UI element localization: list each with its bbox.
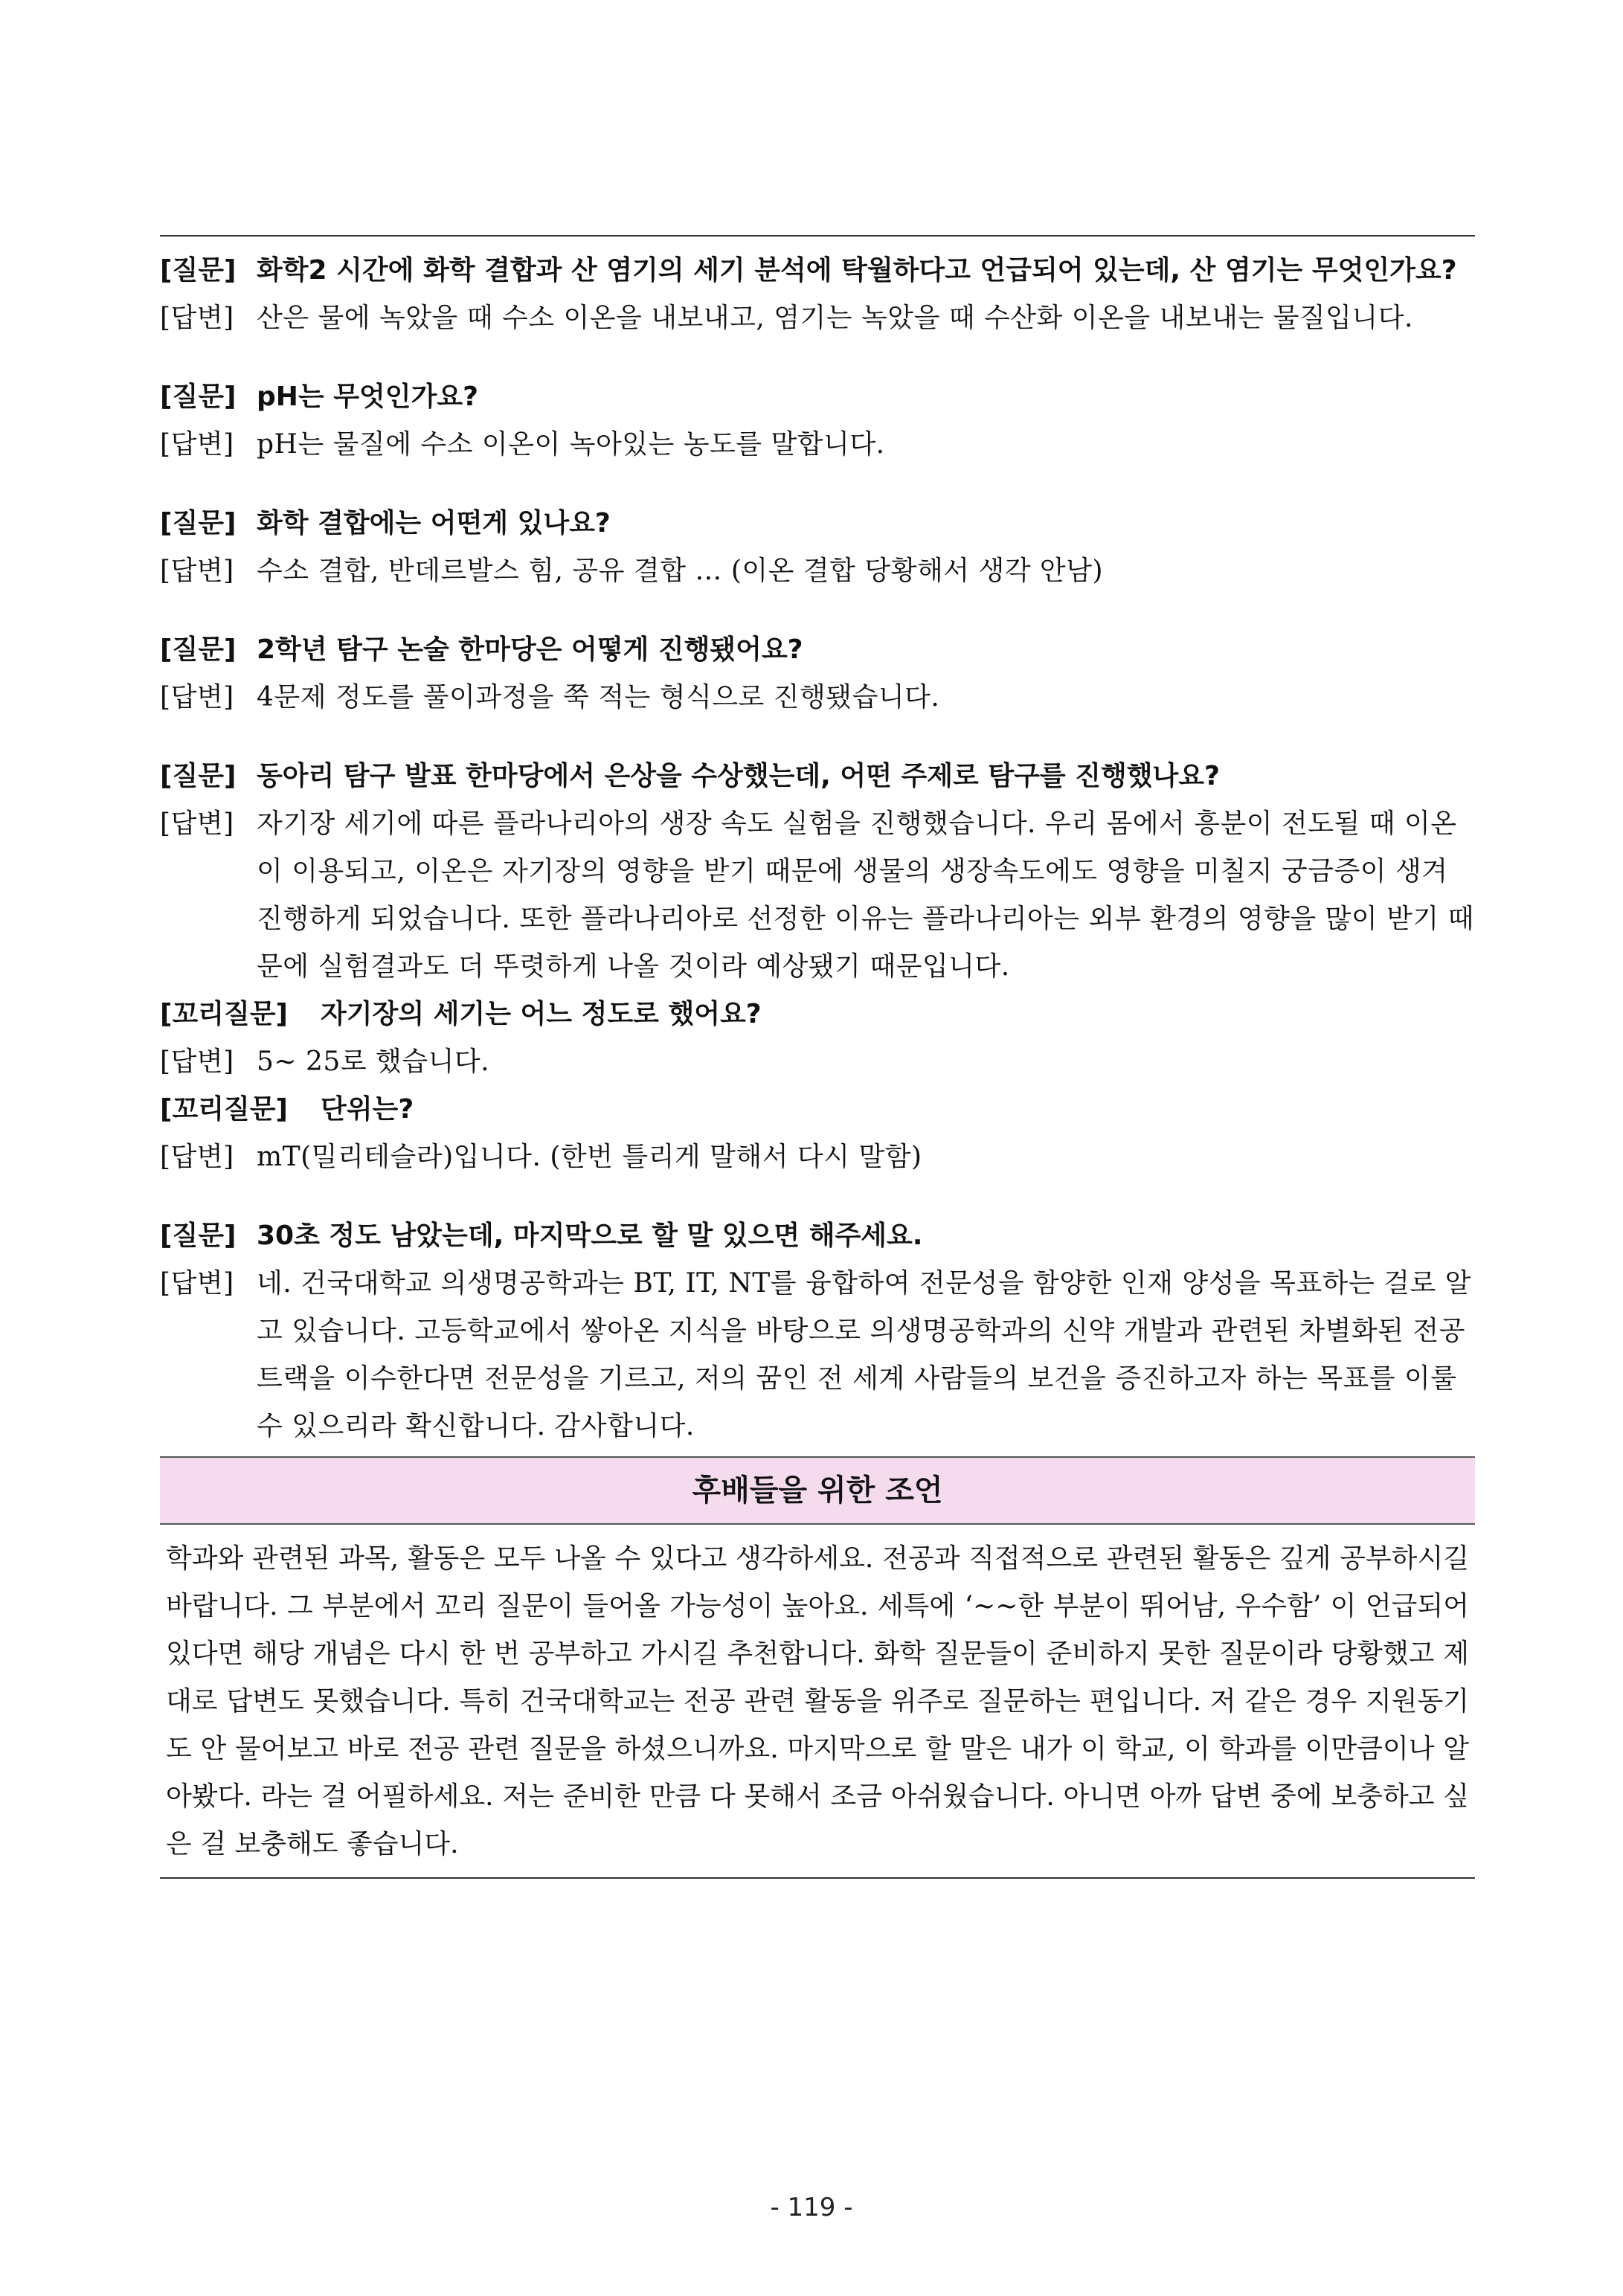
answer-text: 네. 건국대학교 의생명공학과는 BT, IT, NT를 융합하여 전문성을 함양한 인재 양성을 목표하는 걸로 알고 있습니다. 고등학교에서 쌓아온 지식을 바탕으로 의생명공학과의 신약 개발과 관련된 차별화된 전공트랙을 이수한다면 전문성을 기르고, 저의 꿈인 전 세계 사람들의 보건을 증진하고자 하는 목표를 이룰 수 있으리라 확신합니다. 감사합니다. <box>257 1268 1471 1441</box>
question <box>160 247 1475 295</box>
qa-block <box>160 247 1475 342</box>
qa-list <box>160 247 1475 1450</box>
follow-up-question-tag: [꼬리질문] <box>160 1094 289 1125</box>
answer <box>160 1260 1475 1450</box>
answer-tag: [답변] <box>160 1046 234 1077</box>
answer <box>160 421 1475 469</box>
question-text: 30초 정도 남았는데, 마지막으로 할 말 있으면 해주세요. <box>257 1221 923 1251</box>
question-text: 화학 결합에는 어떤게 있나요? <box>257 508 611 538</box>
follow-up-question-tag: [꼬리질문] <box>160 999 289 1029</box>
answer-text: 4문제 정도를 풀이과정을 쭉 적는 형식으로 진행됐습니다. <box>257 682 940 713</box>
question <box>160 626 1475 674</box>
follow-up-question-text: 단위는? <box>321 1094 414 1125</box>
qa-block <box>160 1212 1475 1450</box>
question-text: pH는 무엇인가요? <box>257 382 478 412</box>
question <box>160 1212 1475 1260</box>
answer-text: mT(밀리테슬라)입니다. (한번 틀리게 말해서 다시 말함) <box>257 1142 922 1172</box>
qa-block <box>160 500 1475 595</box>
answer <box>160 674 1475 721</box>
answer-tag: [답변] <box>160 556 234 586</box>
qa-block <box>160 753 1475 1181</box>
answer <box>160 547 1475 595</box>
follow-up-question <box>160 991 1475 1038</box>
answer-text: 5~ 25로 했습니다. <box>257 1046 490 1077</box>
follow-up-question-text: 자기장의 세기는 어느 정도로 했어요? <box>321 999 762 1029</box>
qa-block <box>160 373 1475 469</box>
answer-text: pH는 물질에 수소 이온이 녹아있는 농도를 말합니다. <box>257 429 885 460</box>
question <box>160 500 1475 547</box>
answer-tag: [답변] <box>160 303 234 333</box>
question-tag: [질문] <box>160 508 237 538</box>
qa-block <box>160 626 1475 721</box>
interview-content <box>160 235 1475 1879</box>
answer-tag: [답변] <box>160 429 234 460</box>
page-number: - 119 - <box>770 2193 853 2222</box>
question-tag: [질문] <box>160 1221 237 1251</box>
question-text: 2학년 탐구 논술 한마당은 어떻게 진행됐어요? <box>257 634 803 665</box>
answer-tag: [답변] <box>160 1268 234 1299</box>
follow-up-question <box>160 1086 1475 1133</box>
question-text: 화학2 시간에 화학 결합과 산 염기의 세기 분석에 탁월하다고 언급되어 있는데, 산 염기는 무엇인가요? <box>257 255 1457 286</box>
question <box>160 753 1475 800</box>
answer-tag: [답변] <box>160 682 234 713</box>
question-tag: [질문] <box>160 255 237 286</box>
answer <box>160 1133 1475 1181</box>
answer-text: 자기장 세기에 따른 플라나리아의 생장 속도 실험을 진행했습니다. 우리 몸에서 흥분이 전도될 때 이온이 이용되고, 이온은 자기장의 영향을 받기 때문에 생물의 생장속도에도 영향을 미칠지 궁금증이 생겨 진행하게 되었습니다. 또한 플라나리아로 선정한 이유는 플라나리아는 외부 환경의 영향을 많이 받기 때문에 실험결과도 더 뚜렷하게 나올 것이라 예상됐기 때문입니다. <box>257 808 1474 982</box>
advice-title: 후배들을 위한 조언 <box>160 1456 1475 1525</box>
answer-text: 수소 결합, 반데르발스 힘, 공유 결합 … (이온 결합 당황해서 생각 안남) <box>257 556 1104 586</box>
question-text: 동아리 탐구 발표 한마당에서 은상을 수상했는데, 어떤 주제로 탐구를 진행했나요? <box>257 761 1220 791</box>
question-tag: [질문] <box>160 761 237 791</box>
answer <box>160 295 1475 342</box>
question-tag: [질문] <box>160 382 237 412</box>
answer-tag: [답변] <box>160 808 234 839</box>
answer <box>160 1038 1475 1086</box>
answer-text: 산은 물에 녹았을 때 수소 이온을 내보내고, 염기는 녹았을 때 수산화 이온을 내보내는 물질입니다. <box>257 303 1413 333</box>
answer-tag: [답변] <box>160 1142 234 1172</box>
advice-body: 학과와 관련된 과목, 활동은 모두 나올 수 있다고 생각하세요. 전공과 직접적으로 관련된 활동은 깊게 공부하시길 바랍니다. 그 부분에서 꼬리 질문이 들어올 가능성이 높아요. 세특에 ‘~~한 부분이 뛰어남, 우수함’ 이 언급되어 있다면 해당 개념은 다시 한 번 공부하고 가시길 추천합니다. 화학 질문들이 준비하지 못한 질문이라 당황했고 제대로 답변도 못했습니다. 특히 건국대학교는 전공 관련 활동을 위주로 질문하는 편입니다. 저 같은 경우 지원동기도 안 물어보고 바로 전공 관련 질문을 하셨으니까요. 마지막으로 할 말은 내가 이 학교, 이 학과를 이만큼이나 알아봤다. 라는 걸 어필하세요. 저는 준비한 만큼 다 못해서 조금 아쉬웠습니다. 아니면 아까 답변 중에 보충하고 싶은 걸 보충해도 좋습니다. <box>160 1525 1475 1879</box>
question-tag: [질문] <box>160 634 237 665</box>
question <box>160 373 1475 421</box>
answer <box>160 800 1475 991</box>
